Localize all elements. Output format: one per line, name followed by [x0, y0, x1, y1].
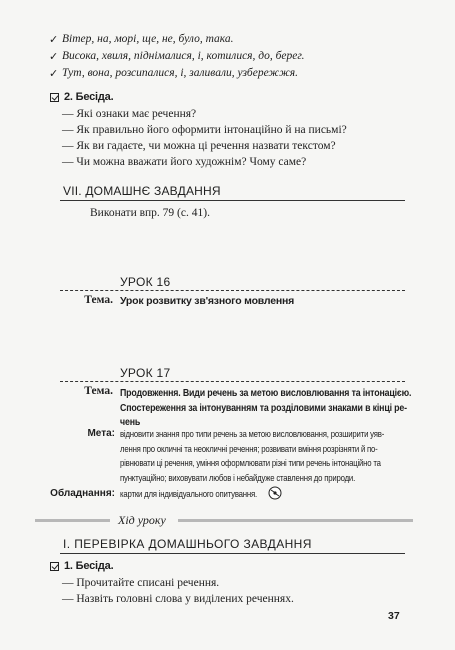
- divider-left: [35, 519, 110, 522]
- section1-title: I. ПЕРЕВІРКА ДОМАШНЬОГО ЗАВДАННЯ: [63, 537, 312, 551]
- question-item: — Як правильно його оформити інтонаційно й на письмі?: [62, 124, 347, 136]
- section-rule: [60, 200, 405, 201]
- sentence-3: ✓ Тут, вона, розсипалися, і, заливали, узбережжя.: [49, 67, 298, 80]
- checkbox-icon: [50, 562, 59, 571]
- course-title: Хід уроку: [118, 513, 166, 527]
- sentence-1: ✓ Вітер, на, морі, ще, не, було, така.: [49, 33, 234, 46]
- homework-text: Виконати впр. 79 (с. 41).: [90, 207, 210, 219]
- equipment-label: Обладнання:: [50, 488, 115, 499]
- equipment-text: картки для індивідуального опитування.: [120, 489, 257, 500]
- homework-title: VII. ДОМАШНЄ ЗАВДАННЯ: [63, 184, 221, 198]
- checkbox-icon: [50, 93, 59, 102]
- question-item: — Як ви гадаєте, чи можна ці речення назвати текстом?: [62, 140, 336, 152]
- question-item: — Назвіть головні слова у виділених реченнях.: [62, 593, 294, 605]
- check-icon: ✓: [49, 68, 59, 80]
- lesson-rule: [60, 381, 405, 382]
- divider-right: [178, 519, 413, 522]
- cd-disc-icon: [268, 486, 282, 500]
- lesson-rule: [60, 290, 405, 291]
- section1-subtitle: 1. Бесіда.: [64, 560, 114, 572]
- lesson16-theme: Урок розвитку зв'язного мовлення: [120, 295, 295, 307]
- check-icon: ✓: [49, 34, 59, 46]
- section-rule: [60, 553, 405, 554]
- lesson16-heading: УРОК 16: [120, 275, 171, 289]
- sentence-2: ✓ Висока, хвиля, піднімалися, і, котилися, до, берег.: [49, 50, 305, 63]
- goal-label: Мета:: [87, 428, 115, 439]
- question-item: — Чи можна вважати його художнім? Чому саме?: [62, 156, 307, 168]
- theme-label: Тема.: [84, 385, 113, 397]
- page-number: 37: [388, 610, 400, 622]
- theme-label: Тема.: [84, 294, 113, 306]
- section2-title: 2. Бесіда.: [64, 91, 114, 103]
- lesson17-heading: УРОК 17: [120, 366, 171, 380]
- question-item: — Прочитайте списані речення.: [62, 577, 220, 589]
- question-item: — Які ознаки має речення?: [62, 108, 197, 120]
- lesson17-theme: Продовження. Види речень за метою висловлювання та інтонацією. Спостереження за інтонуванням та розділовими знаками в кінці ре- чень: [120, 387, 412, 428]
- check-icon: ✓: [49, 51, 59, 63]
- goal-text: відновити знання про типи речень за метою висловлювання, розширити уяв- лення про окличні та неокличні речення; розвивати вміння розрізняти й по- рівнювати ці речення, уміння оформлювати різні типи речень інтонаційно та пунктуаційно; виховувати любов і небайдуже ставлення до природи.: [120, 429, 385, 484]
